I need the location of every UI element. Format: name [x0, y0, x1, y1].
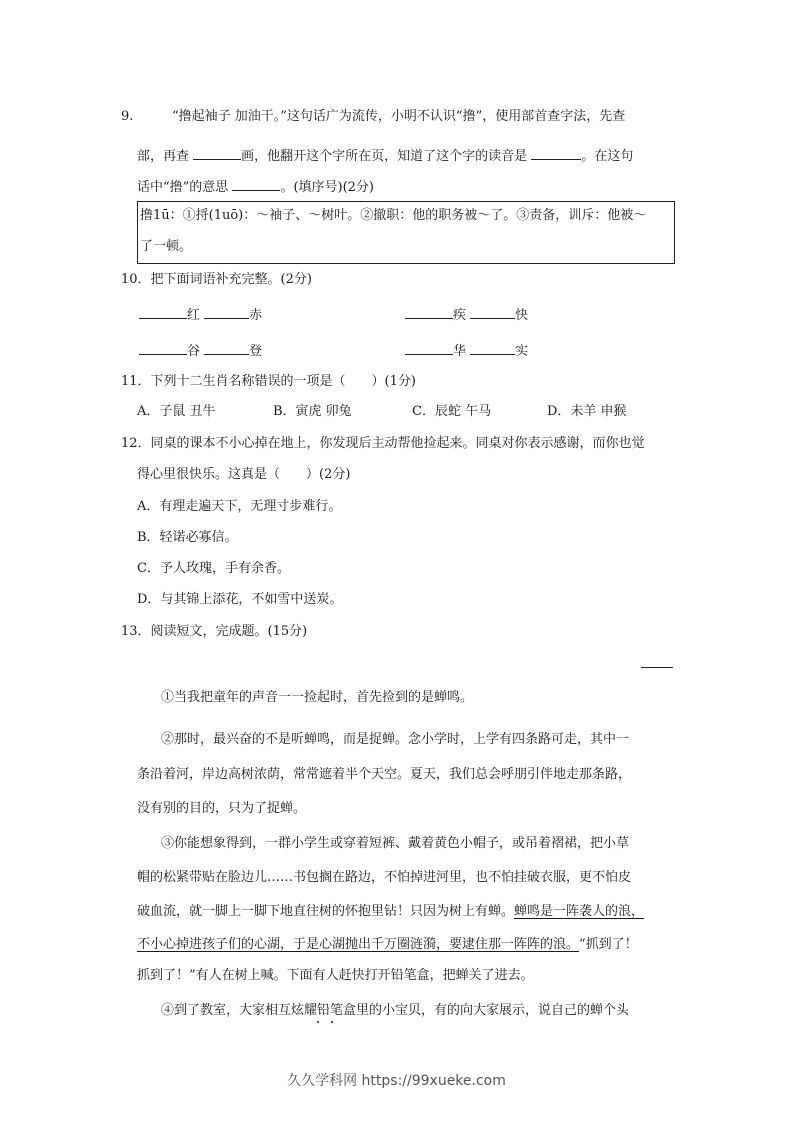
q10-row2-left [139, 340, 262, 361]
q10-word-5: 谷 [187, 344, 201, 359]
q12-line2: 得心里很快乐。这真是（ ）(2分) [137, 467, 351, 482]
passage-p3-line4b: “抓到了！ [579, 937, 638, 952]
q12-option-d: D．与其锦上添花，不如雪中送炭。 [137, 592, 343, 607]
q9-line3b: 。(填序号)(2分) [280, 180, 374, 195]
passage-p4-line1: ④到了教室，大家相互炫耀铅笔盒里的小宝贝，有的向大家展示，说自己的蝉个头 [161, 1003, 630, 1018]
passage-p2-line2: 条沿着河，岸边高树浓荫，常常遮着半个天空。夏天，我们总会呼朋引伴地走那条路， [137, 767, 632, 782]
q10-row1-right [405, 304, 528, 325]
q9-line3 [137, 176, 374, 197]
q10-word-7: 华 [453, 344, 467, 359]
q10-row1-left [139, 304, 262, 325]
q11-option-c: C．辰蛇 午马 [412, 404, 492, 419]
q9-pronunciation-blank[interactable] [531, 145, 581, 160]
q10-row2-right [405, 340, 528, 361]
footer-watermark: 久久学科网 https://99xueke.com [287, 1073, 506, 1089]
q12-option-a: A．有理走遍天下，无理寸步难行。 [137, 499, 342, 514]
q9-definition-line2: 了一顿。 [140, 239, 193, 254]
q9-line2a: 部，再查 [137, 149, 190, 164]
q10-blank-7[interactable] [405, 340, 453, 355]
passage-p2-line1: ②那时，最兴奋的不是听蝉鸣，而是捉蝉。念小学时，上学有四条路可走，其中一 [161, 732, 630, 747]
emphasis-dot [331, 1021, 333, 1023]
q9-stroke-blank[interactable] [193, 145, 241, 160]
q10-word-3: 疾 [453, 308, 467, 323]
q12-line1: 12．同桌的课本不小心掉在地上，你发现后主动帮他捡起来。同桌对你表示感谢，而你也觉 [121, 436, 645, 451]
q9-line2c: 。在这句 [581, 149, 634, 164]
q11-option-a: A．子鼠 丑牛 [137, 404, 216, 419]
passage-underlined-sentence-1: 蝉鸣是一阵袭人的浪， [514, 904, 645, 919]
q9-line3a: 话中“撸”的意思 [137, 180, 229, 195]
q11-title: 11．下列十二生肖名称错误的一项是（ ）(1分) [121, 374, 416, 389]
q10-blank-1[interactable] [139, 304, 187, 319]
q9-definition-line1: 撸1ū：①捋(1uō)：～袖子、～树叶。②撤职：他的职务被～了。③责备，训斥：他被～ [140, 208, 647, 223]
q10-word-8: 实 [515, 344, 529, 359]
passage-p3-line1: ③你能想象得到，一群小学生或穿着短裤、戴着黄色小帽子，或吊着褶裙，把小草 [161, 836, 630, 851]
q10-blank-8[interactable] [470, 340, 515, 355]
passage-p2-line3: 没有别的目的，只为了捉蝉。 [137, 801, 307, 816]
q10-blank-3[interactable] [405, 304, 453, 319]
q12-option-b: B．轻诺必寡信。 [137, 530, 238, 545]
passage-p3-line5: 抓到了！”有人在树上喊。下面有人赶快打开铅笔盒，把蝉关了进去。 [137, 968, 534, 983]
q10-word-4: 快 [515, 308, 529, 323]
passage-p3-line2: 帽的松紧带贴在脸边儿……书包搁在路边，不怕掉进河里，也不怕挂破衣服，更不怕皮 [137, 870, 632, 885]
q9-line2b: 画，他翻开这个字所在页，知道了这个字的读音是 [241, 149, 528, 164]
q9-meaning-blank[interactable] [232, 176, 280, 191]
q10-blank-6[interactable] [204, 340, 249, 355]
q10-word-1: 红 [187, 308, 201, 323]
passage-underlined-sentence-2: 不小心掉进孩子们的心湖，于是心湖抛出千万圈涟漪，要逮住那一阵阵的浪。 [137, 937, 580, 952]
passage-p3-line3 [137, 903, 644, 921]
q9-line2 [137, 145, 633, 166]
q10-blank-5[interactable] [139, 340, 187, 355]
passage-p3-line3a: 破血流，就一脚上一脚下地直往树的怀抱里钻！只因为树上有蝉。 [137, 904, 515, 919]
passage-p3-line4 [137, 936, 638, 954]
q10-word-2: 赤 [249, 308, 263, 323]
q9-number: 9. [121, 109, 134, 124]
q13-title: 13．阅读短文，完成题。(15分) [121, 624, 308, 639]
q11-option-d: D．未羊 申猴 [547, 404, 627, 419]
emphasis-dot [317, 1021, 319, 1023]
q10-blank-4[interactable] [470, 304, 515, 319]
q9-line1: “撸起袖子 加油干。”这句话广为流传，小明不认识“撸”，使用部首查字法，先查 [172, 109, 626, 124]
q11-option-b: B．寅虎 卯兔 [273, 404, 352, 419]
q12-option-c: C．予人玫瑰，手有余香。 [137, 561, 290, 576]
passage-title-rule [641, 667, 673, 668]
q10-title: 10．把下面词语补充完整。(2分) [121, 272, 312, 287]
q10-word-6: 登 [249, 344, 263, 359]
q10-blank-2[interactable] [204, 304, 249, 319]
passage-p1: ①当我把童年的声音一一捡起时，首先捡到的是蝉鸣。 [161, 690, 474, 705]
